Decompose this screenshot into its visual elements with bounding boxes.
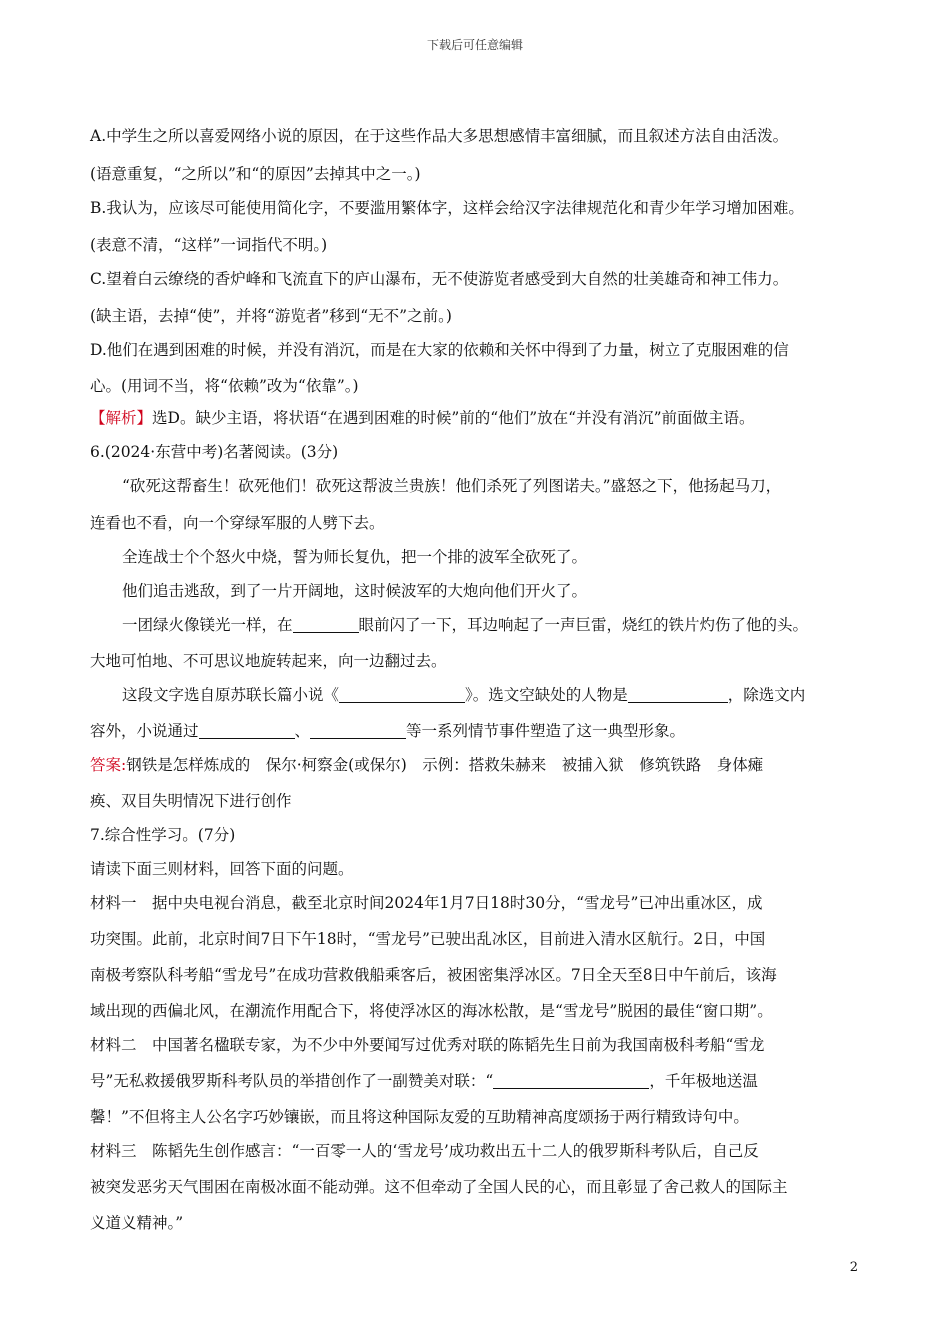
q6-answer-line2: 痪、双目失明情况下进行创作 [90,792,292,810]
m2-text-a: 号”无私救援俄罗斯科考队员的举措创作了一副赞美对联：“ [90,1072,494,1090]
q6-blank-event1 [199,722,295,739]
q6-question-line1 [122,685,805,705]
material1-line1: 材料一 据中央电视台消息，截至北京时间2024年1月7日18时30分，“雪龙号”已冲出重冰区，成 [90,894,763,912]
q6-passage-p2: 全连战士个个怒火中烧，誓为师长复仇，把一个排的波军全砍死了。 [122,548,588,566]
q7-intro: 请读下面三则材料，回答下面的问题。 [90,860,354,878]
q5-option-c: C.望着白云缭绕的香炉峰和飞流直下的庐山瀑布，无不使游览者感受到大自然的壮美雄奇和神工伟力。 [90,270,789,288]
material2-line1: 材料二 中国著名楹联专家，为不少中外要闻写过优秀对联的陈韬先生日前为我国南极科考船“雪龙 [90,1036,765,1054]
q5-option-a-note: (语意重复，“之所以”和“的原因”去掉其中之一。) [90,165,421,183]
q6-blank-character [628,686,728,703]
material3-line1: 材料三 陈韬先生创作感言：“一百零一人的‘雪龙号’成功救出五十二人的俄罗斯科考队后，自己反 [90,1142,759,1160]
answer-tag: 答案: [90,756,127,774]
material2-line2 [90,1071,758,1091]
q6-q-text-a: 这段文字选自原苏联长篇小说《 [122,686,340,704]
material2-line3: 馨！”不但将主人公名字巧妙镶嵌，而且将这种国际友爱的互助精神高度颂扬于两行精致诗句中。 [90,1108,749,1126]
material1-line3: 南极考察队科考船“雪龙号”在成功营救俄船乘客后，被困密集浮冰区。7日全天至8日中午前后，该海 [90,966,777,984]
q5-option-d-line1: D.他们在遇到困难的时候，并没有消沉，而是在大家的依赖和关怀中得到了力量，树立了克服困难的信 [90,341,789,359]
q5-option-a: A.中学生之所以喜爱网络小说的原因，在于这些作品大多思想感情丰富细腻，而且叙述方法自由活泼。 [90,127,789,145]
q5-option-b-note: (表意不清，“这样”一词指代不明。) [90,236,328,254]
q6-question-line2 [90,721,685,741]
q6-p4-text-b: 眼前闪了一下，耳边响起了一声巨雷，烧红的铁片灼伤了他的头。 [358,616,809,634]
q6-passage-p1-line2: 连看也不看，向一个穿绿军服的人劈下去。 [90,514,385,532]
q6-q2-text-b: 、 [294,722,311,740]
q5-option-d-line2: 心。(用词不当，将“依赖”改为“依靠”。) [90,377,359,395]
q6-passage-p3: 他们追击逃敌，到了一片开阔地，这时候波军的大炮向他们开火了。 [122,582,588,600]
q6-passage-p4-line2: 大地可怕地、不可思议地旋转起来，向一边翻过去。 [90,652,447,670]
q6-blank-event2 [310,722,406,739]
q6-title: 6.(2024·东营中考)名著阅读。(3分) [90,443,339,461]
q6-p4-text-a: 一团绿火像镁光一样，在 [122,616,293,634]
q6-blank-person [293,616,359,633]
material3-line3: 义道义精神。” [90,1214,184,1232]
q6-q-text-b: 》。选文空缺处的人物是 [465,686,628,704]
couplet-blank [493,1072,649,1089]
answer-text: 钢铁是怎样炼成的 保尔·柯察金(或保尔) 示例：搭救朱赫来 被捕入狱 修筑铁路 身体瘫 [126,756,764,774]
analysis-text: 选D。缺少主语，将状语“在遇到困难的时候”前的“他们”放在“并没有消沉”前面做主语。 [152,409,755,427]
q6-answer-line1 [90,755,763,775]
q6-q2-text-c: 等一系列情节事件塑造了这一典型形象。 [406,722,686,740]
q6-q-text-c: ，除选文内 [727,686,806,704]
q6-passage-p1-line1: “砍死这帮畜生！砍死他们！砍死这帮波兰贵族！他们杀死了列图诺夫。”盛怒之下，他扬起马刀， [122,477,782,495]
material3-line2: 被突发恶劣天气围困在南极冰面不能动弹。这不但牵动了全国人民的心，而且彰显了舍己救人的国际主 [90,1178,788,1196]
q6-blank-title [339,686,465,703]
m2-text-b: ，千年极地送温 [649,1072,758,1090]
material1-line2: 功突围。此前，北京时间7日下午18时，“雪龙号”已驶出乱冰区，目前进入清水区航行。2日，中国 [90,930,766,948]
q6-passage-p4-line1 [122,615,808,635]
q6-q2-text-a: 容外，小说通过 [90,722,199,740]
q5-option-b: B.我认为，应该尽可能使用简化字，不要滥用繁体字，这样会给汉字法律规范化和青少年学习增加困难。 [90,199,804,217]
page-number: 2 [849,1260,858,1275]
material1-line4: 域出现的西偏北风，在潮流作用配合下，将使浮冰区的海冰松散，是“雪龙号”脱困的最佳“窗口期”。 [90,1002,773,1020]
q5-analysis [90,408,755,428]
analysis-tag: 【解析】 [90,409,153,427]
q5-option-c-note: (缺主语，去掉“使”，并将“游览者”移到“无不”之前。) [90,307,452,325]
page-header-note: 下载后可任意编辑 [426,38,523,52]
q7-title: 7.综合性学习。(7分) [90,826,236,844]
